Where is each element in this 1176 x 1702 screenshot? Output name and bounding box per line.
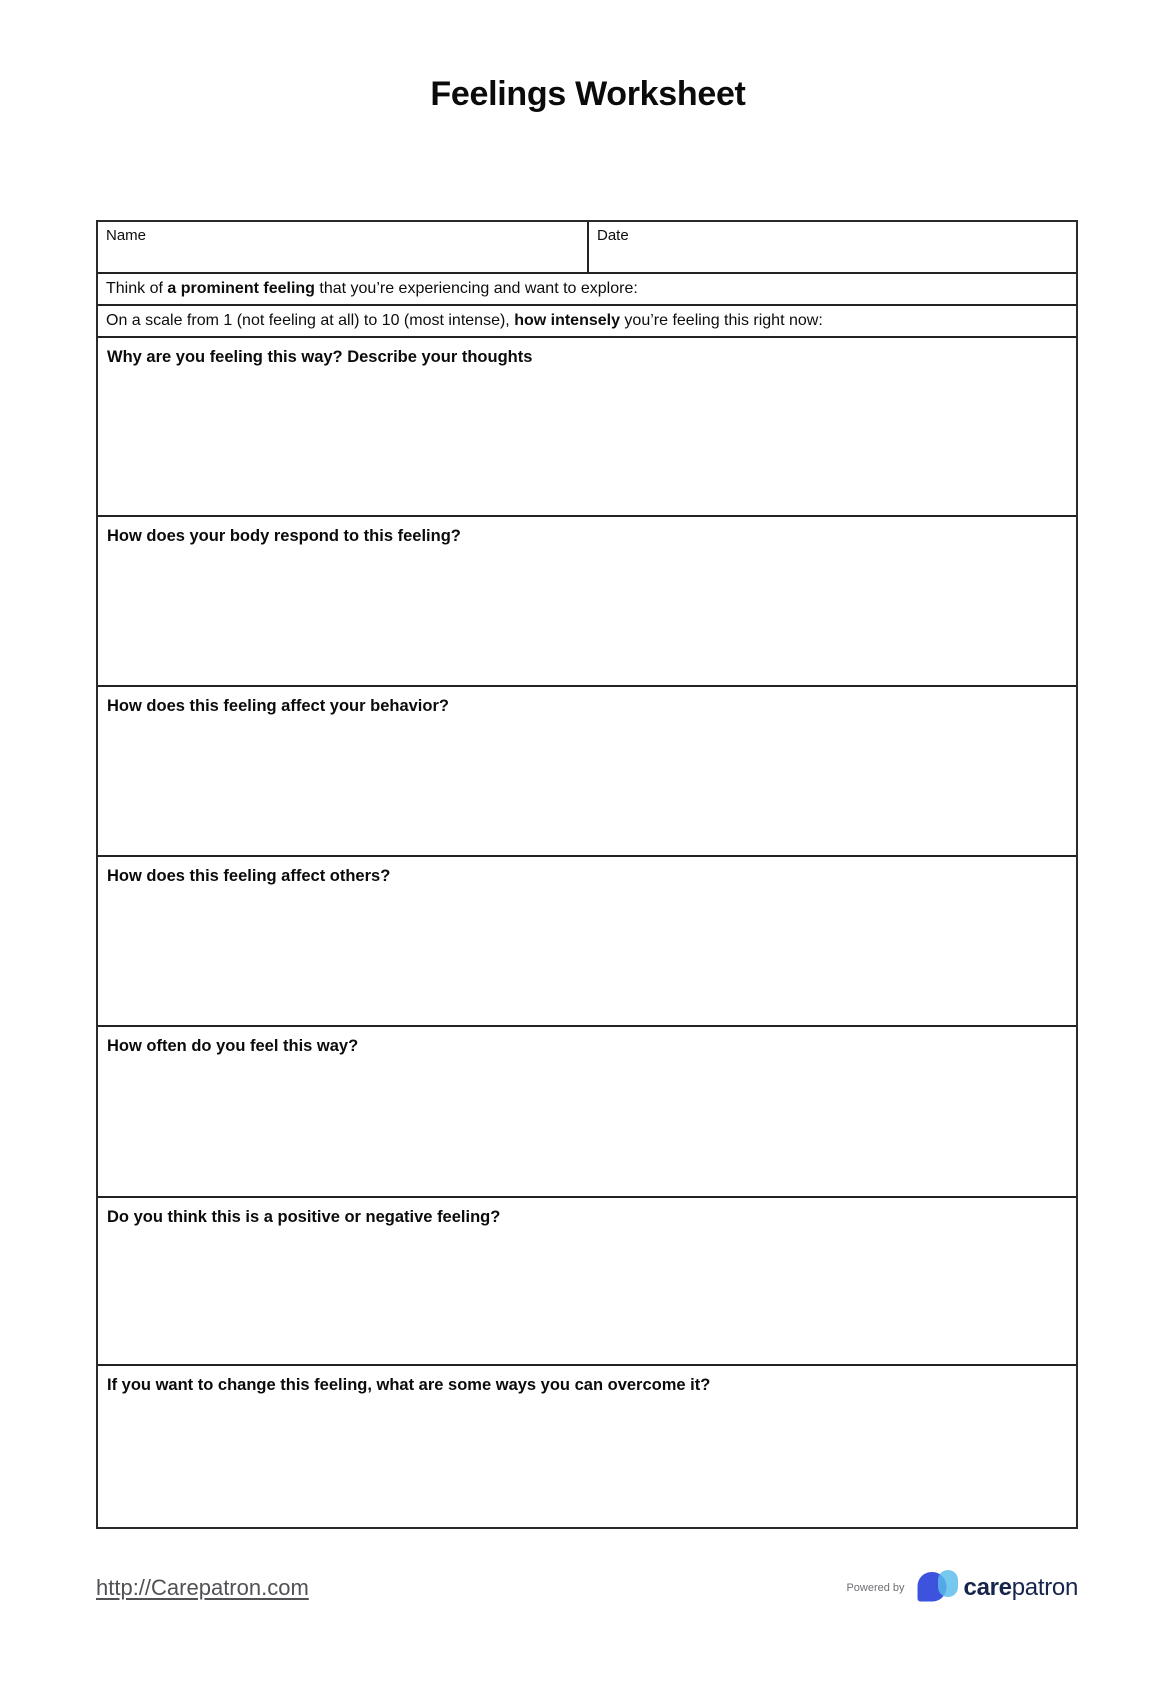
- name-label: Name: [106, 227, 147, 244]
- section-positive-negative: [98, 1196, 1076, 1364]
- answer-area[interactable]: [98, 1396, 1076, 1527]
- worksheet-page: [0, 72, 1176, 1702]
- section-behavior: [98, 685, 1076, 855]
- carepatron-wordmark: [964, 1574, 1078, 1602]
- prompt-feeling-suffix: that you’re experiencing and want to explore:: [314, 280, 638, 297]
- question-label: If you want to change this feeling, what are some ways you can overcome it?: [107, 1376, 711, 1394]
- question-label: How often do you feel this way?: [107, 1037, 359, 1055]
- page-title: Feelings Worksheet: [430, 75, 746, 113]
- section-affect-others: [98, 855, 1076, 1025]
- worksheet-table: [96, 220, 1078, 1529]
- question-label: How does your body respond to this feeling?: [107, 527, 461, 545]
- section-frequency: [98, 1025, 1076, 1196]
- prompt-intensity-prefix: On a scale from 1 (not feeling at all) to 10 (most intense),: [106, 312, 515, 329]
- prompt-intensity-row[interactable]: [98, 304, 1076, 336]
- answer-area[interactable]: [98, 547, 1076, 685]
- question-label: How does this feeling affect your behavior?: [107, 697, 449, 715]
- question-label: Why are you feeling this way? Describe your thoughts: [107, 348, 533, 366]
- name-field-cell[interactable]: [98, 222, 587, 272]
- page-footer: [96, 1564, 1078, 1612]
- carepatron-logo-icon: [915, 1569, 959, 1607]
- prompt-feeling-bold: a prominent feeling: [167, 280, 315, 297]
- powered-by-label: Powered by: [846, 1582, 905, 1594]
- carepatron-link[interactable]: http://Carepatron.com: [96, 1575, 309, 1600]
- answer-area[interactable]: [98, 887, 1076, 1025]
- answer-area[interactable]: [98, 368, 1076, 515]
- answer-area[interactable]: [98, 1057, 1076, 1196]
- brand-patron: patron: [1011, 1574, 1078, 1601]
- section-body-response: [98, 515, 1076, 685]
- prompt-intensity-suffix: you’re feeling this right now:: [619, 312, 823, 329]
- section-overcome: [98, 1364, 1076, 1527]
- brand-care: care: [963, 1574, 1012, 1601]
- date-label: Date: [597, 227, 629, 244]
- prompt-intensity-bold: how intensely: [514, 312, 620, 329]
- question-label: Do you think this is a positive or negative feeling?: [107, 1208, 501, 1226]
- prompt-feeling-row[interactable]: [98, 272, 1076, 304]
- answer-area[interactable]: [98, 717, 1076, 855]
- date-field-cell[interactable]: [587, 222, 1076, 272]
- section-why-feeling: [98, 336, 1076, 515]
- powered-by-block: [846, 1569, 1078, 1607]
- question-label: How does this feeling affect others?: [107, 867, 391, 885]
- name-date-row: [98, 222, 1076, 272]
- answer-area[interactable]: [98, 1228, 1076, 1364]
- prompt-feeling-prefix: Think of: [106, 280, 168, 297]
